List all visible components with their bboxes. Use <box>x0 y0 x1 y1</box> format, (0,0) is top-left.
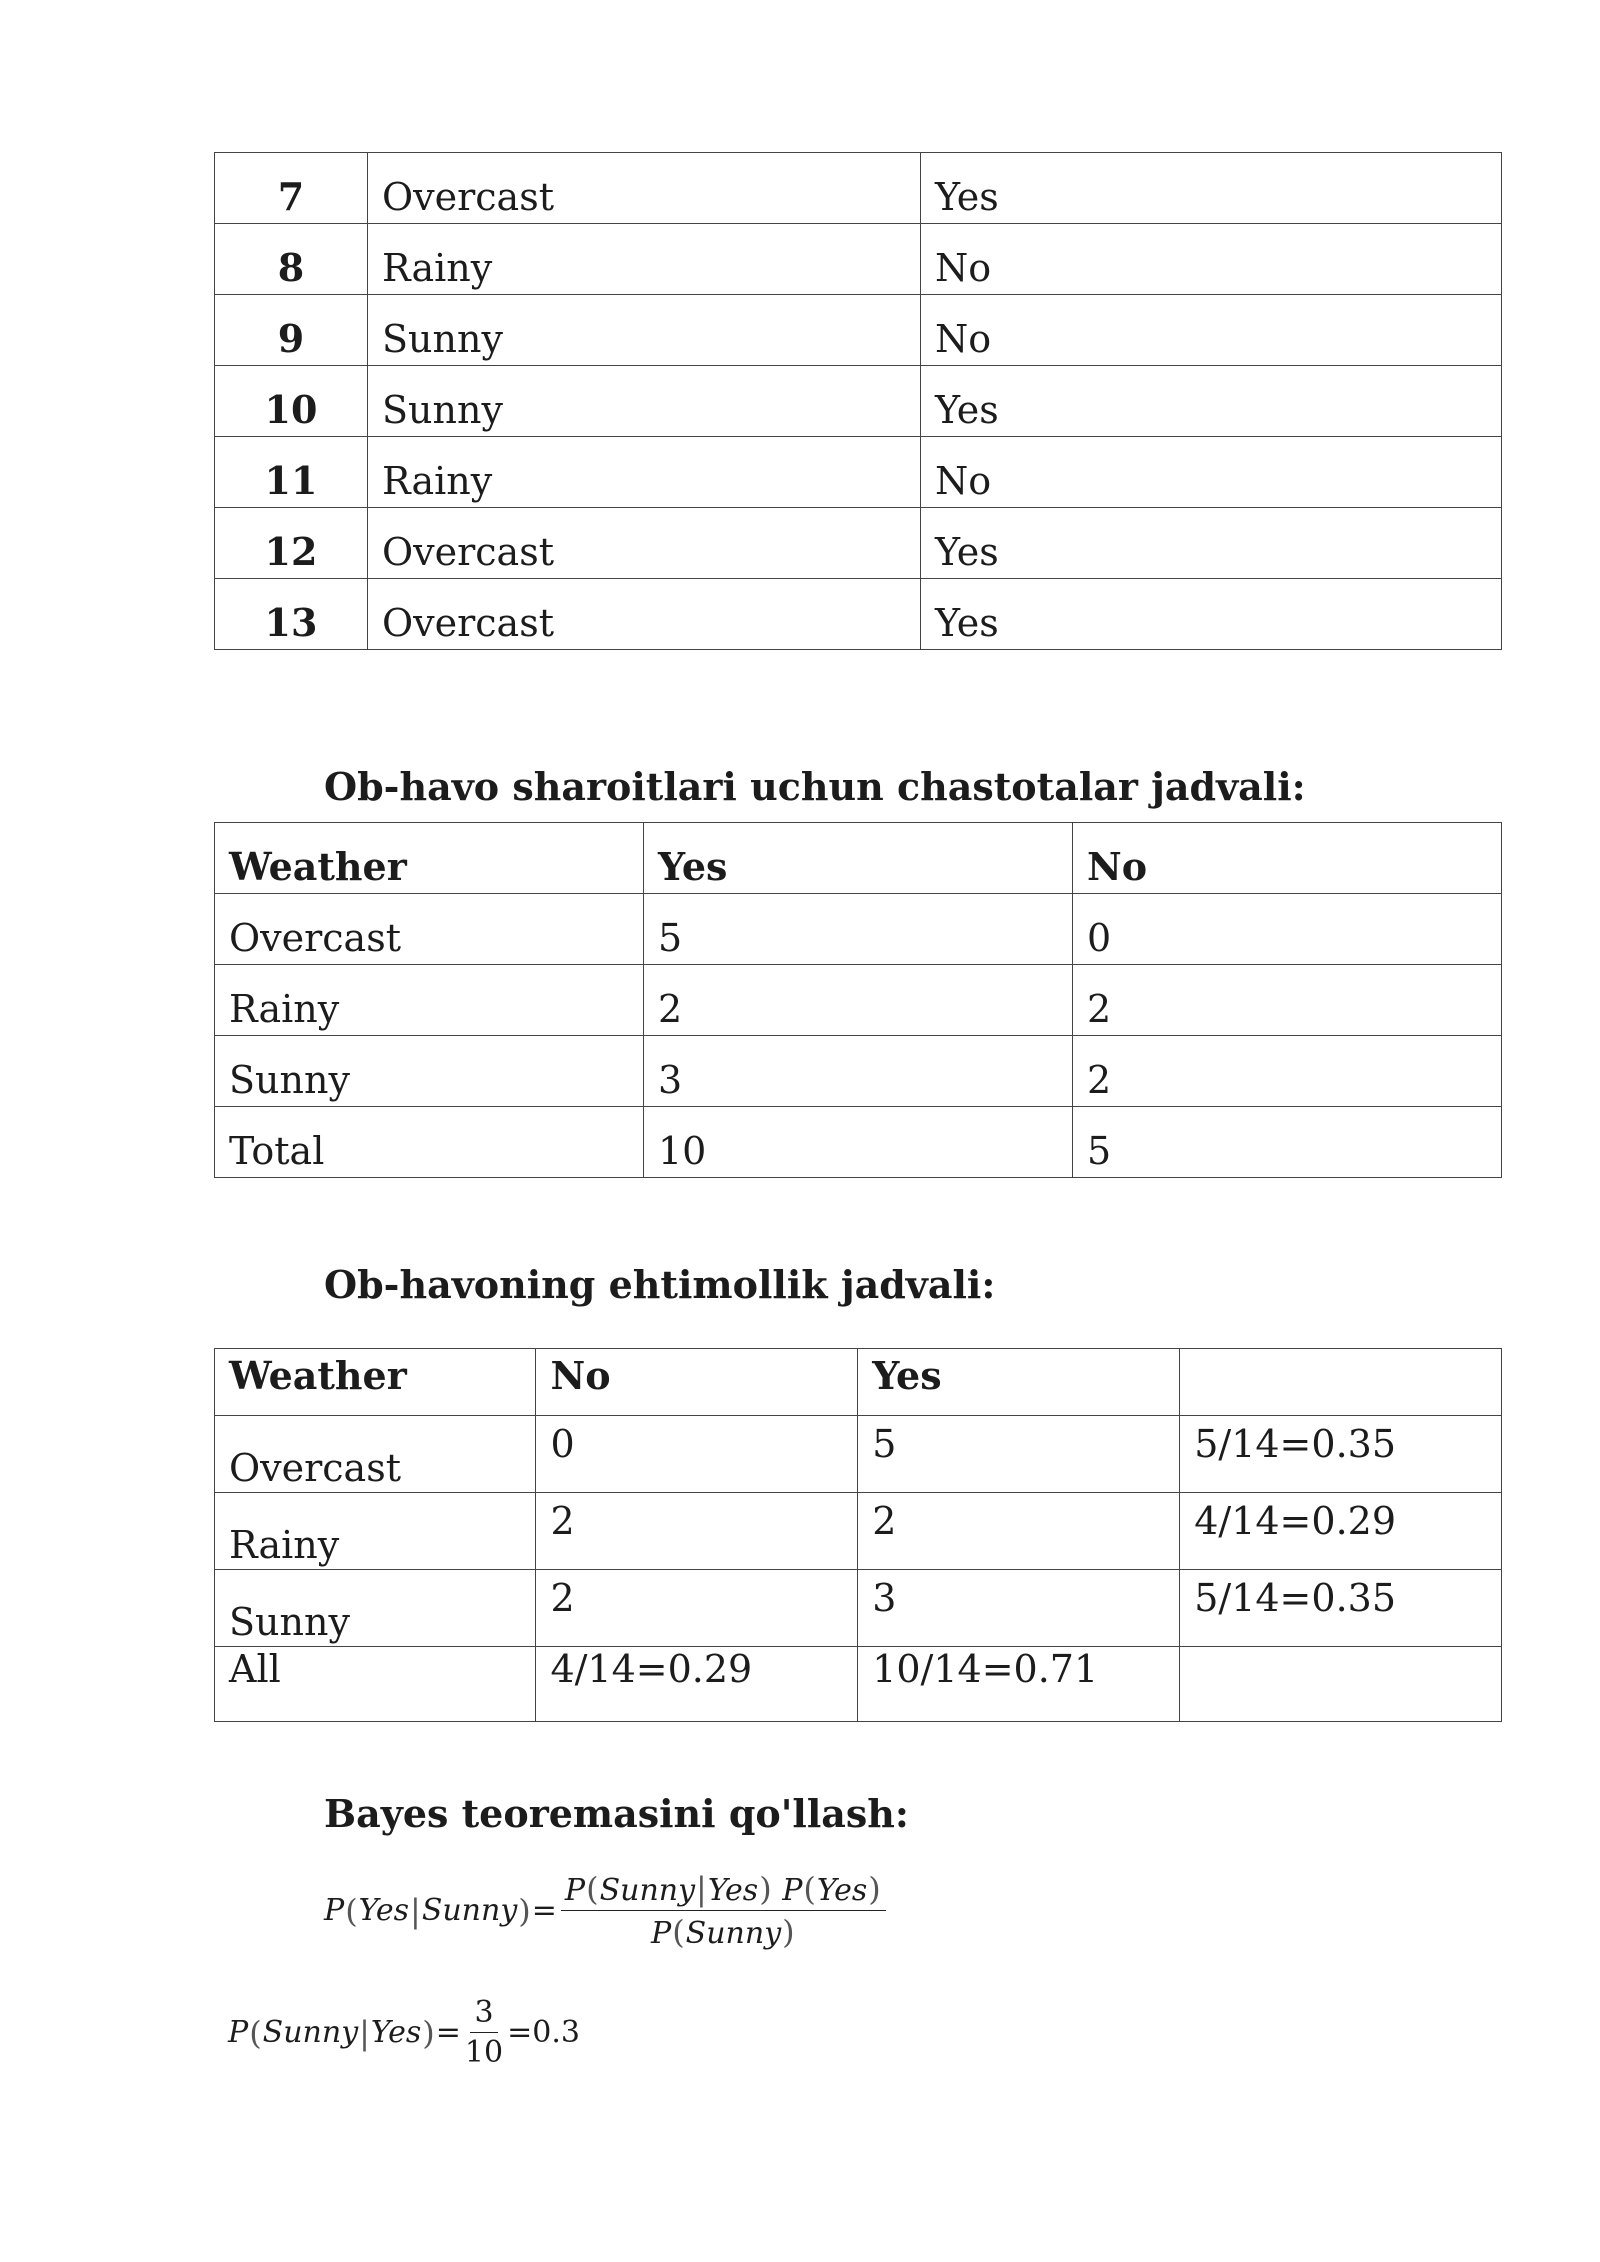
table-row <box>215 1416 1502 1493</box>
header-cell: Weather <box>215 823 644 894</box>
observations-table <box>214 152 1502 650</box>
formula-equals: = <box>531 1893 557 1928</box>
formula-result: 0.3 <box>532 2015 580 2050</box>
header-cell: No <box>1073 823 1502 894</box>
table-row <box>215 1647 1502 1722</box>
table-cell: Overcast <box>215 894 644 965</box>
table-row <box>215 1493 1502 1570</box>
formula-symbol: P <box>228 2015 249 2050</box>
table-row <box>215 1036 1502 1107</box>
weather-cell: Rainy <box>368 437 921 508</box>
formula-symbol: Sunny <box>262 2015 359 2050</box>
table-cell: 4/14=0.29 <box>1180 1493 1502 1570</box>
row-number: 7 <box>215 153 368 224</box>
table-row <box>215 224 1502 295</box>
row-number: 13 <box>215 579 368 650</box>
table-cell: 5/14=0.35 <box>1180 1416 1502 1493</box>
row-number: 8 <box>215 224 368 295</box>
table-cell: 10 <box>644 1107 1073 1178</box>
table-header-row <box>215 1349 1502 1416</box>
row-number: 12 <box>215 508 368 579</box>
play-cell: Yes <box>921 366 1502 437</box>
weather-cell: Overcast <box>368 579 921 650</box>
formula-symbol: Yes <box>370 2015 422 2050</box>
weather-cell: Sunny <box>368 295 921 366</box>
table-row <box>215 894 1502 965</box>
table-cell: 2 <box>536 1493 858 1570</box>
likelihood-table <box>214 1348 1502 1722</box>
table-cell: 5 <box>1073 1107 1502 1178</box>
play-cell: Yes <box>921 579 1502 650</box>
formula-symbol: Sunny <box>421 1893 518 1928</box>
table-cell: 3 <box>858 1570 1180 1647</box>
table-cell: 10/14=0.71 <box>858 1647 1180 1722</box>
table-cell: 2 <box>1073 965 1502 1036</box>
fraction-denominator: P(Sunny) <box>651 1913 795 1951</box>
row-number: 11 <box>215 437 368 508</box>
frequency-table-heading: Ob-havo sharoitlari uchun chastotalar jadvali: <box>324 764 1306 809</box>
table-row <box>215 508 1502 579</box>
play-cell: No <box>921 224 1502 295</box>
table-cell: All <box>215 1647 536 1722</box>
table-cell: 2 <box>858 1493 1180 1570</box>
table-cell: 3 <box>644 1036 1073 1107</box>
table-row <box>215 1107 1502 1178</box>
table-row <box>215 153 1502 224</box>
row-number: 10 <box>215 366 368 437</box>
table-cell <box>1180 1647 1502 1722</box>
formula-equals: = <box>435 2015 461 2050</box>
fraction-denominator: 10 <box>464 2035 504 2070</box>
formula-equals: = <box>507 2015 533 2050</box>
header-cell: No <box>536 1349 858 1416</box>
table-row <box>215 965 1502 1036</box>
table-header-row <box>215 823 1502 894</box>
header-cell <box>1180 1349 1502 1416</box>
formula-symbol: P <box>324 1893 345 1928</box>
table-cell: 0 <box>536 1416 858 1493</box>
likelihood-formula: P ( Sunny | Yes ) = $\frac{3}{10}$ = 0.3 <box>228 1995 580 2070</box>
weather-cell: Sunny <box>368 366 921 437</box>
play-cell: Yes <box>921 153 1502 224</box>
likelihood-table-heading: Ob-havoning ehtimollik jadvali: <box>324 1262 996 1307</box>
table-cell: 5 <box>858 1416 1180 1493</box>
table-cell: Total <box>215 1107 644 1178</box>
table-cell: Sunny <box>215 1036 644 1107</box>
weather-cell: Overcast <box>368 508 921 579</box>
fraction-numerator: P(Sunny|Yes) P(Yes) <box>561 1870 886 1911</box>
weather-cell: Overcast <box>368 153 921 224</box>
table-cell: 0 <box>1073 894 1502 965</box>
header-cell: Weather <box>215 1349 536 1416</box>
table-row <box>215 1570 1502 1647</box>
table-cell: Rainy <box>215 1493 536 1570</box>
row-number: 9 <box>215 295 368 366</box>
bayes-formula: P ( Yes | Sunny ) = $\frac{\text{P(Sunny|Yes) P(Yes)}}{\text{P(Sunny)}}$ <box>324 1870 890 1951</box>
table-cell: 5/14=0.35 <box>1180 1570 1502 1647</box>
bayes-heading: Bayes teoremasini qo'llash: <box>324 1791 909 1836</box>
formula-fraction <box>465 1995 503 2070</box>
table-cell: 2 <box>536 1570 858 1647</box>
fraction-numerator: 3 <box>470 1995 497 2033</box>
table-cell: Rainy <box>215 965 644 1036</box>
play-cell: No <box>921 437 1502 508</box>
table-cell: 4/14=0.29 <box>536 1647 858 1722</box>
frequency-table <box>214 822 1502 1178</box>
table-row <box>215 437 1502 508</box>
table-cell: 2 <box>1073 1036 1502 1107</box>
table-cell: 2 <box>644 965 1073 1036</box>
table-cell: Sunny <box>215 1570 536 1647</box>
weather-cell: Rainy <box>368 224 921 295</box>
table-row <box>215 295 1502 366</box>
table-row <box>215 579 1502 650</box>
play-cell: Yes <box>921 508 1502 579</box>
header-cell: Yes <box>644 823 1073 894</box>
table-row <box>215 366 1502 437</box>
table-cell: Overcast <box>215 1416 536 1493</box>
formula-symbol: Yes <box>358 1893 410 1928</box>
header-cell: Yes <box>858 1349 1180 1416</box>
play-cell: No <box>921 295 1502 366</box>
formula-fraction <box>561 1870 886 1951</box>
table-cell: 5 <box>644 894 1073 965</box>
